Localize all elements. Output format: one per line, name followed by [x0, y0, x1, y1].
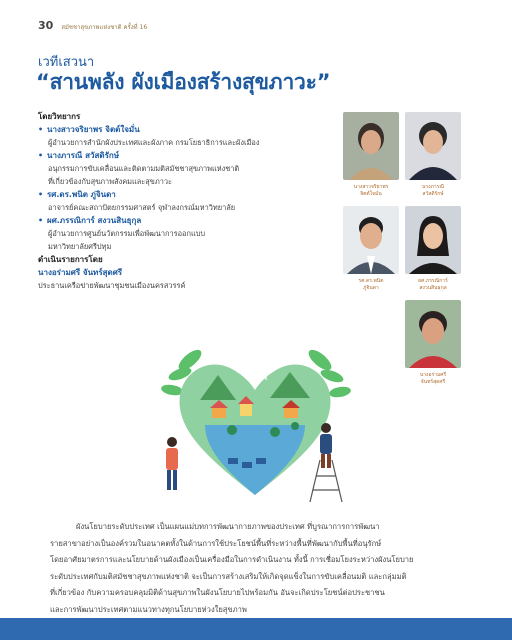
photo-caption: รศ.ดร.พนิต ภู่จินดา	[358, 278, 384, 291]
speaker-list	[38, 110, 330, 292]
running-header	[38, 19, 147, 32]
speaker-name: • รศ.ดร.พนิต ภู่จินดา	[38, 190, 116, 199]
page-number: 30	[38, 19, 54, 32]
body-line: ผังนโยบายระดับประเทศ เป็นแผนแม่บทการพัฒนากายภาพของประเทศ ที่บูรณาการการพัฒนา	[76, 522, 380, 531]
moderator-name: นางอร่ามศรี จันทร์สุดศรี	[38, 268, 123, 277]
moderator-label: ดำเนินรายการโดย	[38, 255, 103, 264]
speaker-name: • นางสาวจริยาพร จิตต์ใจมั่น	[38, 125, 140, 134]
speaker-desc: ที่เกี่ยวข้องกับสุขภาพสังคมและสุขภาวะ	[48, 177, 172, 186]
speaker-photo-3	[343, 206, 399, 274]
section-label: เวทีเสวนา	[38, 55, 95, 70]
body-line: ระดับประเทศกับมติสมัชชาสุขภาพแห่งชาติ จะเป็นการสร้างเสริมให้เกิดจุดแข็งในการขับเคลื่อนมติ และกลุ่มมติ	[50, 571, 407, 581]
speaker-name: • นางภารณี สวัสดิรักษ์	[38, 151, 120, 160]
photo-caption: นางภารณี สวัสดิรักษ์	[421, 184, 445, 197]
footer-band	[0, 618, 512, 640]
speakers-label: โดยวิทยากร	[38, 112, 81, 121]
speaker-desc: มหาวิทยาลัยศรีปทุม	[48, 242, 112, 251]
speaker-desc: อนุกรรมการขับเคลื่อนและติดตามมติสมัชชาสุขภาพแห่งชาติ	[48, 164, 240, 173]
photo-caption: นางสาวจริยาพร จิตต์ใจมั่น	[353, 184, 389, 197]
body-line: โดยอาศัยมาตรการและนโยบายด้านผังเมืองเป็นเครื่องมือในการดำเนินงาน ทั้งนี้ การเชื่อมโยงระหว่างผังนโยบาย	[50, 555, 414, 564]
photo-caption: ผศ.ภรรณิการ์ สงวนสินธุกุล	[418, 278, 448, 291]
speaker-desc: ผู้อำนวยการศูนย์นวัตกรรมเพื่อพัฒนาการออกแบบ	[48, 229, 206, 238]
body-line: และการพัฒนาประเทศตามแนวทางทุกนโยบายห่วงใยสุขภาพ	[50, 604, 247, 614]
body-line: ที่เกี่ยวข้อง กับความครอบคลุมมิติด้านสุขภาพในผังนโยบายไปพร้อมกัน อันจะเกิดประโยชน์ต่อประชาชน	[50, 588, 385, 597]
running-title: สมัชชาสุขภาพแห่งชาติ ครั้งที่ 16	[61, 24, 148, 31]
speaker-photo-4	[405, 206, 461, 274]
speaker-photo-1	[343, 112, 399, 180]
photo-caption: นางอร่ามศรี จันทร์สุดศรี	[419, 372, 447, 385]
speaker-photo-5	[405, 300, 461, 368]
speaker-name: • ผศ.ภรรณิการ์ สงวนสินธุกุล	[38, 216, 142, 225]
speaker-photo-2	[405, 112, 461, 180]
moderator-desc: ประธานเครือข่ายพัฒนาชุมชนเมืองนครสวรรค์	[38, 281, 186, 290]
article-title: “สานพลัง ผังเมืองสร้างสุขภาวะ”	[36, 70, 331, 94]
body-paragraph	[50, 519, 466, 618]
speaker-desc: ผู้อำนวยการสำนักผังประเทศและผังภาค กรมโยธาธิการและผังเมือง	[48, 138, 260, 147]
body-line: รายสาขาอย่างเป็นองค์รวมในอนาคตทั้งในด้านการใช้ประโยชน์พื้นที่ระหว่างพื้นที่พัฒนากับพื้นที่อนุรักษ์	[50, 538, 382, 548]
heart-city-illustration	[150, 330, 360, 505]
speaker-desc: อาจารย์คณะสถาปัตยกรรมศาสตร์ จุฬาลงกรณ์มหาวิทยาลัย	[48, 203, 236, 212]
